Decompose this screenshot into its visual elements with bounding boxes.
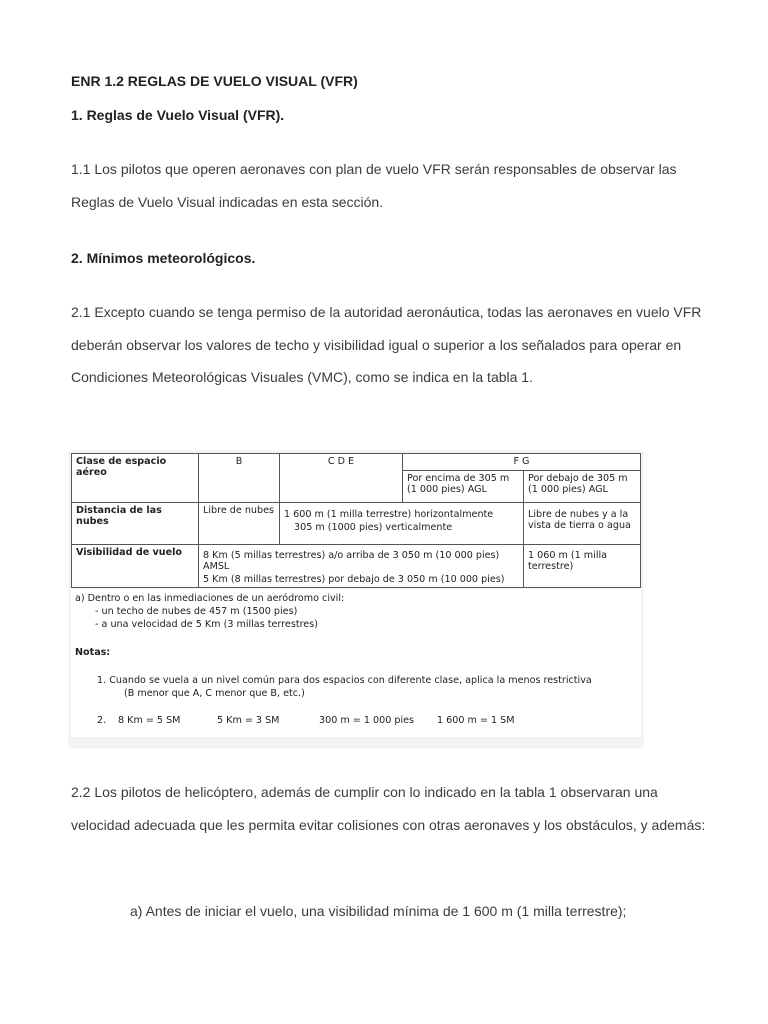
note-2-conversion-3: 300 m = 1 000 pies (319, 715, 415, 726)
header-airspace-class: Clase de espacio aéreo (72, 454, 199, 503)
notes-label: Notas: (75, 647, 111, 658)
header-fg-below: Por debajo de 305 m (1 000 pies) AGL (524, 471, 641, 503)
header-class-b: B (199, 454, 280, 503)
paragraph-1-1: 1.1 Los pilotos que operen aeronaves con plan de vuelo VFR serán responsables de observar las Reglas de Vuelo Visual indicadas en esta sección. (71, 161, 677, 210)
section-heading-2: 2. Mínimos meteorológicos. (71, 250, 256, 266)
visibility-above-10000: 8 Km (5 millas terrestres) a/o arriba de 3 050 m (10 000 pies) AMSL (203, 550, 500, 572)
note-2-conversion-2: 5 Km = 3 SM (217, 715, 280, 726)
row-label-cloud-distance: Distancia de las nubes (72, 503, 199, 545)
cell-fg-visibility: 1 060 m (1 milla terrestre) (524, 545, 641, 588)
cell-visibility-main (199, 545, 524, 588)
note-2-number: 2. (97, 715, 107, 726)
paragraph-2-1: 2.1 Excepto cuando se tenga permiso de la autoridad aeronáutica, todas las aeronaves en vuelo VFR deberán observar los valores de techo y visibilidad igual o superior a los señalados para operar en Condiciones Meteorológicas Visuales (VMC), como se indica en la tabla 1. (71, 304, 702, 385)
row-label-flight-visibility: Visibilidad de vuelo (72, 545, 199, 588)
note-2-conversion-4: 1 600 m = 1 SM (437, 715, 515, 726)
list-item-a: a) Antes de iniciar el vuelo, una visibilidad mínima de 1 600 m (1 milla terrestre); (130, 903, 627, 919)
note-a: a) Dentro o en las inmediaciones de un aeródromo civil: (75, 593, 345, 604)
note-a-item-2: - a una velocidad de 5 Km (3 millas terrestres) (95, 619, 318, 630)
table-notes (71, 589, 641, 737)
document-title: ENR 1.2 REGLAS DE VUELO VISUAL (VFR) (71, 73, 358, 89)
note-2-conversion-1: 8 Km = 5 SM (118, 715, 181, 726)
cloud-distance-horizontal: 1 600 m (1 milla terrestre) horizontalmente (284, 509, 494, 520)
header-class-fg: F G (403, 454, 641, 471)
note-1-line-2: (B menor que A, C menor que B, etc.) (124, 688, 305, 699)
header-fg-above: Por encima de 305 m (1 000 pies) AGL (403, 471, 524, 503)
note-1-line-1: 1. Cuando se vuela a un nivel común para dos espacios con diferente clase, aplica la menos restrictiva (97, 675, 592, 686)
cloud-distance-vertical: 305 m (1000 pies) verticalmente (294, 522, 453, 533)
cell-fg-cloud-distance: Libre de nubes y a la vista de tierra o agua (524, 503, 641, 545)
cell-b-cloud-distance: Libre de nubes (199, 503, 280, 545)
vfr-minimums-table (71, 453, 641, 588)
cell-cde-cloud-distance (280, 503, 524, 545)
table-1-image (70, 452, 642, 747)
section-heading-1: 1. Reglas de Vuelo Visual (VFR). (71, 107, 285, 123)
visibility-below-10000: 5 Km (8 millas terrestres) por debajo de 3 050 m (10 000 pies) (203, 574, 505, 585)
header-class-cde: C D E (280, 454, 403, 503)
note-a-item-1: - un techo de nubes de 457 m (1500 pies) (95, 606, 298, 617)
paragraph-2-2: 2.2 Los pilotos de helicóptero, además de cumplir con lo indicado en la tabla 1 observaran una velocidad adecuada que les permita evitar colisiones con otras aeronaves y los obstáculos, y además: (71, 784, 706, 833)
